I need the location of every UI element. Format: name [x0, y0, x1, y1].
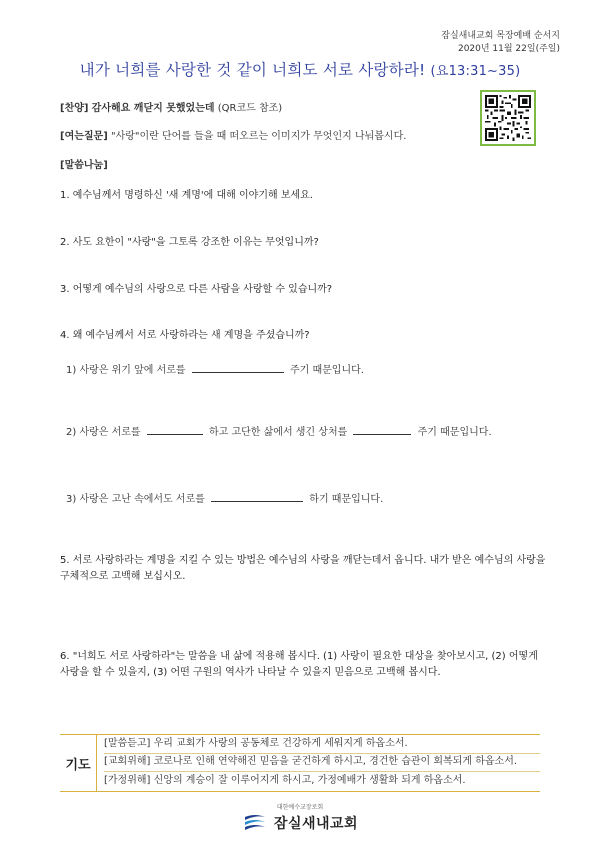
denomination-text: 대한예수교장로회 — [276, 804, 324, 811]
praise-note: (QR코드 참조) — [217, 103, 283, 114]
praise-line — [60, 99, 282, 114]
question-2: 2. 사도 요한이 "사랑"을 그토록 강조한 이유는 무엇입니까? — [60, 237, 319, 248]
prayer-box — [60, 734, 540, 792]
footer — [0, 802, 600, 833]
title-main: 내가 너희를 사랑한 것 같이 너희도 서로 사랑하라! — [79, 61, 426, 79]
sub-item-2 — [66, 423, 492, 438]
church-logo-icon — [242, 814, 268, 832]
praise-song: 감사해요 깨닫지 못했었는데 — [91, 103, 215, 114]
prayer-item: [교회위해] 코로나로 인해 연약해진 믿음을 굳건하게 하시고, 경건한 습관이 회복되게 하옵소서. — [104, 753, 540, 772]
church-name: 잠실새내교회 — [273, 816, 359, 832]
sub-item-2-middle: 하고 고단한 삶에서 생긴 상처를 — [208, 427, 348, 438]
opening-tag: [여는질문] — [60, 131, 108, 142]
fill-blank[interactable] — [211, 492, 303, 502]
sub-item-1-after: 주기 때문입니다. — [289, 365, 364, 376]
sub-item-3-before: 3) 사랑은 고난 속에서도 서로를 — [66, 494, 205, 505]
opening-question — [60, 127, 406, 142]
service-date: 2020년 11월 22일(주일) — [457, 44, 560, 54]
org-line: 잠실새내교회 목장예배 순서지 — [441, 31, 560, 41]
praise-tag: [찬양] — [60, 103, 89, 114]
fill-blank[interactable] — [192, 363, 284, 373]
fill-blank[interactable] — [147, 425, 203, 435]
document-header — [441, 30, 560, 56]
page-title — [0, 58, 600, 80]
sub-item-2-before: 2) 사랑은 서로를 — [66, 427, 141, 438]
sub-item-2-after: 주기 때문입니다. — [417, 427, 492, 438]
sub-item-3 — [66, 490, 383, 505]
qr-code-icon[interactable] — [480, 90, 536, 146]
word-sharing-heading: [말씀나눔] — [60, 160, 108, 171]
prayer-label: 기도 — [60, 735, 97, 791]
question-4: 4. 왜 예수님께서 서로 사랑하라는 새 계명을 주셨습니까? — [60, 330, 310, 341]
sub-item-1 — [66, 361, 364, 376]
question-5: 5. 서로 사랑하라는 계명을 지킬 수 있는 방법은 예수님의 사랑을 깨닫는데서 옵니다. 내가 받은 예수님의 사랑을 구체적으로 고백해 보십시오. — [60, 555, 546, 582]
scripture-reference: (요13:31~35) — [430, 64, 521, 79]
sub-item-1-before: 1) 사랑은 위기 앞에 서로를 — [66, 365, 186, 376]
fill-blank[interactable] — [353, 425, 411, 435]
question-1: 1. 예수님께서 명령하신 '새 계명'에 대해 이야기해 보세요. — [60, 190, 313, 201]
qr-code-graphic — [485, 95, 531, 141]
question-6: 6. "너희도 서로 사랑하라"는 말씀을 내 삶에 적용해 봅시다. (1) 사랑이 필요한 대상을 찾아보시고, (2) 어떻게 사랑을 할 수 있을지, (3) 어떤 구원의 역사가 나타날 수 있을지 믿음으로 고백해 봅시다. — [60, 651, 538, 678]
opening-text: "사랑"이란 단어를 들을 때 떠오르는 이미지가 무엇인지 나눠봅시다. — [110, 131, 407, 142]
sub-item-3-after: 하기 때문입니다. — [309, 494, 384, 505]
prayer-item: [말씀듣고] 우리 교회가 사랑의 공동체로 건강하게 세워지게 하옵소서. — [104, 735, 540, 754]
question-3: 3. 어떻게 예수님의 사랑으로 다른 사람을 사랑할 수 있습니까? — [60, 284, 333, 295]
prayer-item: [가정위해] 신앙의 계승이 잘 이루어지게 하시고, 가정예배가 생활화 되게 하옵소서. — [104, 775, 466, 786]
